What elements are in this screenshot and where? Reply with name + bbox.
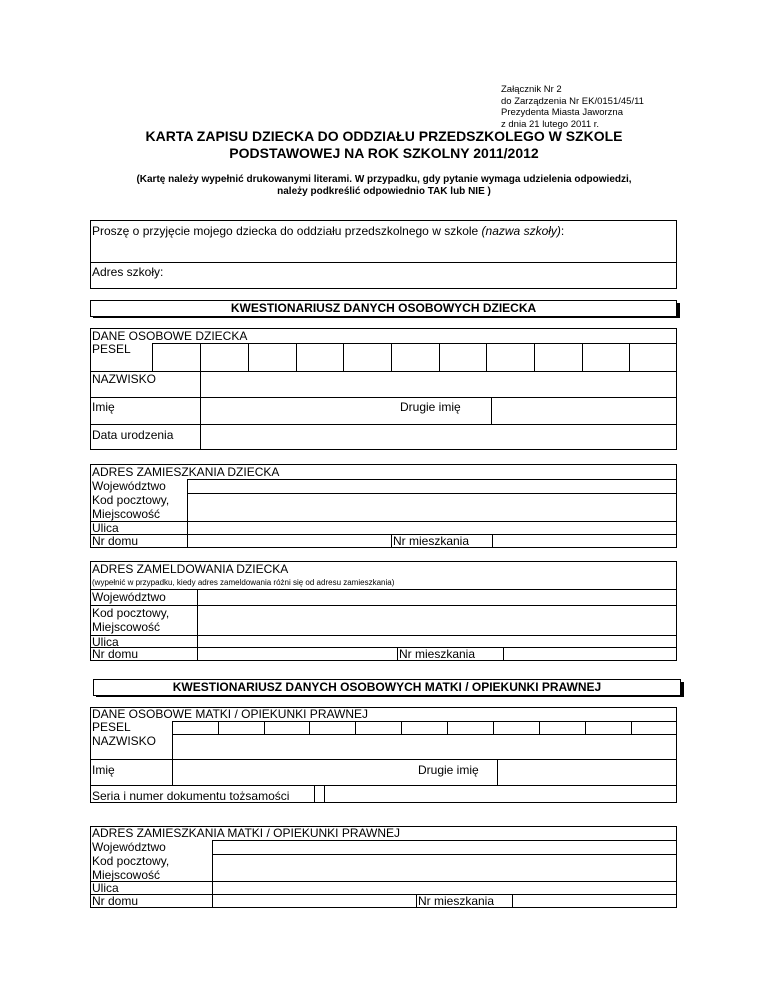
- child-registration-voivodeship-label: Województwo: [92, 590, 166, 604]
- mother-first-name-label: Imię: [92, 763, 115, 777]
- mother-residence-street-field[interactable]: [213, 882, 676, 893]
- annex-reference: [501, 84, 644, 130]
- child-second-name-label: Drugie imię: [400, 400, 461, 414]
- child-surname-field[interactable]: [201, 372, 676, 397]
- mother-id-document-label: Seria i numer dokumentu tożsamości: [92, 789, 290, 803]
- mother-residence-header: ADRES ZAMIESZKANIA MATKI / OPIEKUNKI PRAWNEJ: [92, 826, 401, 840]
- mother-residence-flat-field[interactable]: [513, 895, 676, 907]
- child-registration-header: ADRES ZAMELDOWANIA DZIECKA: [92, 562, 289, 576]
- instructions-note: [80, 174, 688, 198]
- mother-section-heading: KWESTIONARIUSZ DANYCH OSOBOWYCH MATKI / OPIEKUNKI PRAWNEJ: [93, 679, 681, 696]
- title-line: PODSTAWOWEJ NA ROK SZKOLNY 2011/2012: [229, 145, 539, 161]
- school-address-label: Adres szkoły:: [92, 265, 164, 279]
- mother-residence-voivodeship-field[interactable]: [213, 841, 676, 853]
- mother-pesel-label: PESEL: [92, 720, 131, 734]
- note-line: (Kartę należy wypełnić drukowanymi literami. W przypadku, gdy pytanie wymaga udzielenia odpowiedzi,: [136, 174, 632, 185]
- annex-line: Załącznik Nr 2: [501, 84, 562, 95]
- annex-line: do Zarządzenia Nr EK/0151/45/11: [501, 95, 644, 107]
- mother-first-name-field[interactable]: [173, 760, 403, 784]
- child-registration-house-field[interactable]: [198, 648, 396, 660]
- note-line: należy podkreślić odpowiednio TAK lub NIE ): [277, 186, 491, 197]
- child-birth-date-label: Data urodzenia: [92, 428, 174, 442]
- annex-line: z dnia 21 lutego 2011 r.: [501, 118, 600, 130]
- title-line: KARTA ZAPISU DZIECKA DO ODDZIAŁU PRZEDSZKOLEGO W SZKOLE: [145, 128, 623, 144]
- child-pesel-digit-cells[interactable]: [153, 344, 676, 370]
- mother-residence-voivodeship-label: Województwo: [92, 840, 166, 854]
- mother-surname-field[interactable]: [173, 735, 676, 758]
- mother-residence-flat-label: Nr mieszkania: [418, 894, 495, 908]
- child-residence-postal-label: Kod pocztowy, Miejscowość: [92, 493, 170, 521]
- child-registration-house-label: Nr domu: [92, 647, 139, 661]
- child-residence-flat-field[interactable]: [493, 535, 676, 547]
- annex-line: Prezydenta Miasta Jaworzna: [501, 107, 623, 118]
- child-residence-street-label: Ulica: [92, 521, 119, 535]
- child-residence-voivodeship-field[interactable]: [188, 480, 676, 492]
- mother-second-name-label: Drugie imię: [418, 763, 479, 777]
- child-first-name-label: Imię: [92, 400, 115, 414]
- mother-pesel-digit-cells[interactable]: [173, 722, 676, 734]
- child-residence-flat-label: Nr mieszkania: [393, 534, 470, 548]
- child-registration-street-field[interactable]: [198, 636, 676, 647]
- mother-residence-street-label: Ulica: [92, 881, 119, 895]
- mother-surname-label: NAZWISKO: [92, 734, 157, 748]
- mother-id-document-field[interactable]: [325, 786, 676, 802]
- child-registration-postal-field[interactable]: [198, 606, 676, 634]
- child-registration-flat-field[interactable]: [504, 648, 676, 660]
- child-section-heading: KWESTIONARIUSZ DANYCH OSOBOWYCH DZIECKA: [90, 300, 677, 317]
- child-surname-label: NAZWISKO: [92, 372, 157, 386]
- mother-residence-postal-label: Kod pocztowy, Miejscowość: [92, 854, 170, 882]
- child-residence-house-label: Nr domu: [92, 534, 139, 548]
- mother-residence-house-field[interactable]: [213, 895, 415, 907]
- document-title: [80, 128, 688, 162]
- child-registration-flat-label: Nr mieszkania: [399, 647, 476, 661]
- child-first-name-field[interactable]: [201, 398, 391, 423]
- mother-residence-postal-field[interactable]: [213, 855, 676, 880]
- mother-residence-house-label: Nr domu: [92, 894, 139, 908]
- child-registration-street-label: Ulica: [92, 635, 119, 649]
- child-residence-street-field[interactable]: [188, 522, 676, 534]
- child-registration-postal-label: Kod pocztowy, Miejscowość: [92, 606, 170, 634]
- school-request-label: Proszę o przyjęcie mojego dziecka do oddziału przedszkolnego w szkole (nazwa szkoły):: [92, 224, 565, 238]
- mother-second-name-field[interactable]: [498, 760, 676, 784]
- mother-personal-header: DANE OSOBOWE MATKI / OPIEKUNKI PRAWNEJ: [92, 707, 369, 721]
- child-registration-voivodeship-field[interactable]: [198, 590, 676, 604]
- child-residence-house-field[interactable]: [188, 535, 390, 547]
- child-second-name-field[interactable]: [492, 398, 676, 423]
- child-residence-header: ADRES ZAMIESZKANIA DZIECKA: [92, 465, 280, 479]
- child-pesel-label: PESEL: [92, 342, 131, 356]
- child-birth-date-field[interactable]: [201, 425, 676, 449]
- child-registration-note: (wypełnić w przypadku, kiedy adres zameldowania różni się od adresu zamieszkania): [92, 578, 395, 587]
- child-residence-voivodeship-label: Województwo: [92, 479, 166, 493]
- child-residence-postal-field[interactable]: [188, 494, 676, 520]
- child-personal-header: DANE OSOBOWE DZIECKA: [92, 329, 248, 343]
